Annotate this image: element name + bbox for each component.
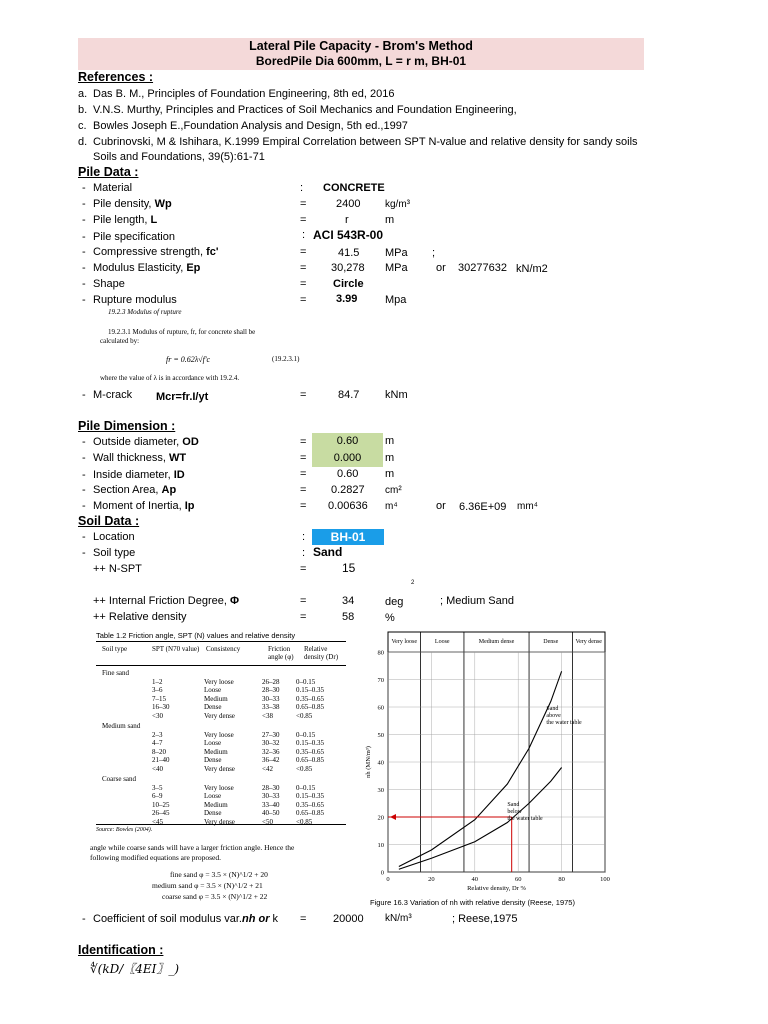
rupture-sep: = [300, 294, 307, 306]
chart-x-tick: 20 [428, 876, 435, 883]
spec-value: ACI 543R-00 [313, 228, 384, 242]
table12-cell: Medium [204, 694, 228, 703]
chart-x-tick: 80 [558, 876, 565, 883]
length-value: r [345, 214, 349, 226]
table12-cell: Very loose [204, 783, 234, 792]
table12-rule-bottom [96, 824, 346, 825]
chart-x-tick: 0 [386, 876, 390, 883]
soil-type-label: Soil type [93, 547, 136, 559]
chart-annotation-below: Sand below the water table [507, 802, 543, 822]
chart-reading-arrow [390, 814, 396, 820]
reference-label: b. [78, 104, 88, 116]
spec-sep: : [302, 229, 306, 241]
table12-cell: 3–5 [152, 783, 163, 792]
ep-alt-unit: kN/m2 [516, 263, 548, 275]
table12-cell: 0–0.15 [296, 677, 316, 686]
chart-x-tick: 40 [471, 876, 479, 883]
nspt-value: 15 [342, 561, 356, 575]
nh-sep: = [300, 913, 307, 925]
title-box [78, 38, 644, 70]
ip-label: Moment of Inertia, Ip [93, 500, 195, 512]
table12-cell: 28–30 [262, 783, 280, 792]
nh-chart [360, 626, 632, 908]
wt-label: Wall thickness, WT [93, 452, 187, 464]
table12-text2: following modified equations are proposed. [90, 853, 222, 862]
rupture-unit: Mpa [385, 294, 407, 306]
chart-y-tick: 80 [377, 649, 384, 657]
id-sep: = [300, 468, 307, 480]
table12-cell: <40 [152, 764, 163, 773]
table12-cell: 30–33 [262, 694, 280, 703]
table12-cell: 0–0.15 [296, 783, 316, 792]
table12-cell: Medium [204, 800, 228, 809]
table12-cell: Loose [204, 686, 222, 694]
reference-label: d. [78, 136, 88, 148]
table12-cell: 0.65–0.85 [296, 703, 324, 711]
pile-data-heading: Pile Data : [78, 165, 139, 179]
chart-y-tick: 50 [377, 732, 384, 739]
reference-text: V.N.S. Murthy, Principles and Practices of Soil Mechanics and Foundation Engineering, [93, 104, 517, 116]
dash: - [82, 531, 86, 543]
references-heading: References : [78, 70, 154, 84]
table12-header: Consistency [206, 645, 241, 653]
table12-eq1: fine sand φ = 3.5 × (N)^1/2 + 20 [170, 870, 268, 879]
mcrack-label: M-crack [93, 389, 133, 401]
dash: - [82, 389, 86, 401]
table12-eq3: coarse sand φ = 3.5 × (N)^1/2 + 22 [162, 892, 268, 901]
material-value: CONCRETE [323, 182, 385, 194]
chart-x-tick: 60 [514, 876, 522, 883]
table12-cell: 1–2 [152, 677, 163, 686]
reldens-unit: % [385, 612, 395, 624]
table12-cell: <42 [262, 764, 273, 773]
dash: - [82, 469, 86, 481]
density-label: Pile density, Wp [93, 198, 172, 210]
density-value: 2400 [336, 198, 361, 210]
dash: - [82, 262, 86, 274]
table12-cell: 8–20 [152, 747, 166, 756]
table12-cell: 7–15 [152, 694, 166, 703]
reference-d-continuation: Soils and Foundations, 39(5):61-71 [93, 151, 265, 163]
table12-cell: 0.35–0.65 [296, 747, 324, 756]
chart-band-label: Loose [434, 639, 450, 645]
reldens-label: ++ Relative density [93, 611, 187, 623]
chart-y-tick: 60 [377, 704, 384, 712]
location-select[interactable]: BH-01 [312, 529, 384, 545]
table12-rule-head [96, 665, 346, 666]
table12-cell: Very dense [204, 711, 235, 720]
table12-caption: Table 1.2 Friction angle, SPT (N) values and relative density [96, 631, 296, 640]
table12-cell: 33–40 [262, 800, 280, 809]
reldens-value: 58 [342, 611, 355, 623]
id-label: Inside diameter, ID [93, 469, 185, 481]
od-sep: = [300, 436, 307, 448]
ap-sep: = [300, 484, 307, 496]
nh-label: Coefficient of soil modulus var.nh or k [93, 913, 279, 925]
table12-header: SPT (N70 value) [152, 645, 200, 653]
table12-cell: 0.35–0.65 [296, 800, 324, 809]
ip-alt-unit: mm⁴ [517, 501, 538, 512]
dash: - [82, 246, 86, 258]
table12-cell: 4–7 [152, 739, 163, 747]
density-unit: kg/m³ [385, 199, 410, 210]
reference-text: Cubrinovski, M & Ishihara, K.1999 Empiral Correlation between SPT N-value and relative density for sandy soils [93, 136, 638, 148]
material-label: Material [93, 182, 133, 194]
mcrack-formula: Mcr=fr.I/yt [156, 391, 209, 403]
table12-cell: 0.15–0.35 [296, 792, 324, 800]
table12-text1: angle while coarse sands will have a larger friction angle. Hence the [90, 843, 295, 852]
table12-cell: 30–32 [262, 739, 280, 747]
chart-band-label: Very loose [391, 639, 418, 645]
table12-source: Source: Bowles (2004). [96, 827, 153, 833]
chart-x-label: Relative density, Dr % [467, 885, 526, 892]
ep-value: 30,278 [331, 262, 365, 274]
table12-cell: Very dense [204, 764, 235, 773]
dash: - [82, 547, 86, 559]
chart-band-label: Dense [543, 639, 559, 645]
table12-group: Coarse sand [102, 775, 137, 783]
chart-y-tick: 30 [377, 787, 384, 794]
od-label: Outside diameter, OD [93, 436, 199, 448]
location-label: Location [93, 531, 135, 543]
table12-cell: 26–45 [152, 809, 170, 817]
fc-unit: MPa [385, 247, 408, 259]
fc-label: Compressive strength, fc' [93, 246, 219, 258]
location-sep: : [302, 531, 306, 543]
table12-cell: 30–33 [262, 792, 280, 800]
table12-header: Relative density (Dr) [304, 645, 339, 661]
reference-label: c. [78, 120, 87, 132]
chart-y-tick: 10 [377, 842, 384, 849]
table12-cell: Very loose [204, 730, 234, 739]
od-input[interactable]: 0.60 [312, 433, 383, 450]
table12-cell: <0.85 [296, 711, 313, 720]
series-line-above-water [399, 671, 562, 866]
length-unit: m [385, 214, 395, 226]
table12-cell: 27–30 [262, 730, 280, 739]
table12-cell: 32–36 [262, 747, 280, 756]
table12-cell: 28–30 [262, 686, 280, 694]
material-sep: : [300, 182, 304, 194]
table12-cell: 2–3 [152, 730, 163, 739]
friction-unit: deg [385, 596, 404, 608]
mcrack-sep: = [300, 389, 307, 401]
table12-cell: 26–28 [262, 677, 280, 686]
table12-cell: 0–0.15 [296, 730, 316, 739]
table12-cell: <38 [262, 711, 273, 720]
nspt-label: ++ N-SPT [93, 563, 142, 575]
table12-cell: 21–40 [152, 756, 170, 764]
table12-cell: 16–30 [152, 703, 170, 711]
table12-clip [90, 628, 352, 902]
soil-type-value: Sand [313, 545, 343, 559]
wt-unit: m [385, 452, 395, 464]
chart-band-label: Very dense [575, 639, 602, 645]
dash: - [82, 436, 86, 448]
friction-sep: = [300, 595, 307, 607]
dash: - [82, 913, 86, 925]
rupture-value: 3.99 [336, 293, 358, 305]
table12-cell: Very dense [204, 817, 235, 826]
chart-annotation-above: Sand above the water table [546, 705, 582, 726]
dash: - [82, 214, 86, 226]
table12-cell: Dense [204, 756, 222, 764]
ip-unit: m⁴ [385, 501, 398, 512]
nh-note: ; Reese,1975 [452, 913, 518, 925]
shape-sep: = [300, 278, 307, 290]
table12-cell: Dense [204, 809, 222, 817]
ip-sep: = [300, 500, 307, 512]
table12-group: Medium sand [102, 722, 141, 730]
table12-group: Fine sand [102, 669, 130, 677]
stray-two: 2 [411, 580, 415, 586]
ip-value: 0.00636 [328, 500, 368, 512]
density-sep: = [300, 198, 307, 210]
reference-label: a. [78, 88, 88, 100]
chart-y-tick: 0 [380, 869, 384, 877]
aci-clip-formula: fr = 0.62λ√f'c [166, 355, 211, 364]
chart-y-tick: 70 [377, 677, 384, 684]
shape-label: Shape [93, 278, 125, 290]
table12-cell: Dense [204, 703, 222, 711]
aci-clip-ref: (19.2.3.1) [272, 355, 300, 363]
table12-cell: 0.65–0.85 [296, 756, 324, 764]
table12-header: Friction angle (φ) [268, 645, 294, 661]
length-label: Pile length, L [93, 214, 158, 226]
nh-value: 20000 [333, 913, 364, 925]
table12-cell: 3–6 [152, 686, 163, 694]
friction-label: ++ Internal Friction Degree, Φ [93, 595, 239, 607]
soil-type-sep: : [302, 547, 306, 559]
table12-cell: 0.15–0.35 [296, 686, 324, 694]
doc-title: Lateral Pile Capacity - Brom's Method [249, 39, 473, 53]
id-unit: m [385, 468, 395, 480]
table12-cell: 40–50 [262, 809, 280, 817]
table12-cell: 6–9 [152, 792, 163, 800]
table12-cell: 36–42 [262, 756, 280, 764]
table12-cell: <50 [262, 817, 273, 826]
dash: - [82, 231, 86, 243]
table12-header: Soil type [102, 645, 128, 653]
table12-rule-top [96, 641, 346, 642]
ep-sep: = [300, 262, 307, 274]
table12-cell: 0.65–0.85 [296, 809, 324, 817]
table12-cell: <45 [152, 817, 163, 826]
nspt-sep: = [300, 563, 307, 575]
table12-cell: <30 [152, 711, 163, 720]
table12-cell: 10–25 [152, 800, 170, 809]
reldens-sep: = [300, 611, 307, 623]
fc-sep: = [300, 246, 307, 258]
mcrack-value: 84.7 [338, 389, 360, 401]
wt-sep: = [300, 452, 307, 464]
ep-or: or [436, 262, 446, 274]
aci-clip-body1: 19.2.3.1 Modulus of rupture, fr, for concrete shall be [108, 328, 256, 336]
aci-clip-body2: calculated by: [100, 337, 140, 345]
reference-text: Bowles Joseph E.,Foundation Analysis and Design, 5th ed.,1997 [93, 120, 408, 132]
rupture-label: Rupture modulus [93, 294, 177, 306]
chart-y-tick: 40 [377, 759, 384, 767]
aci-clip-foot: where the value of λ is in accordance with 19.2.4. [100, 374, 240, 382]
table12-cell: Loose [204, 739, 222, 747]
table12-cell: Very loose [204, 677, 234, 686]
dash: - [82, 182, 86, 194]
dash: - [82, 198, 86, 210]
chart-band-label: Medium dense [478, 639, 515, 645]
table12-cell: 33–38 [262, 703, 280, 711]
fc-extra: ; [432, 247, 436, 259]
dash: - [82, 278, 86, 290]
wt-input[interactable]: 0.000 [312, 450, 383, 467]
ip-or: or [436, 500, 446, 512]
nh-unit: kN/m³ [385, 913, 412, 924]
mcrack-unit: kNm [385, 389, 408, 401]
chart-y-label: nh (MN/m³) [365, 746, 372, 778]
dash: - [82, 484, 86, 496]
doc-subtitle: BoredPile Dia 600mm, L = r m, BH-01 [255, 54, 467, 68]
ep-unit: MPa [385, 262, 408, 274]
identification-heading: Identification : [78, 943, 164, 957]
shape-value: Circle [333, 278, 364, 290]
table12-eq2: medium sand φ = 3.5 × (N)^1/2 + 21 [152, 881, 263, 890]
ap-unit: cm² [385, 485, 402, 496]
table12-cell: <0.85 [296, 764, 313, 773]
od-unit: m [385, 435, 395, 447]
aci-clip [96, 308, 311, 388]
chart-title: Figure 16.3 Variation of nh with relative density (Reese, 1975) [370, 898, 575, 907]
ip-alt: 6.36E+09 [459, 501, 507, 513]
dash: - [82, 294, 86, 306]
aci-clip-heading: 19.2.3 Modulus of rupture [108, 308, 182, 316]
soil-data-heading: Soil Data : [78, 514, 140, 528]
table12-cell: <0.85 [296, 817, 313, 826]
dash: - [82, 500, 86, 512]
ep-label: Modulus Elasticity, Ep [93, 262, 201, 274]
table12-cell: 0.15–0.35 [296, 739, 324, 747]
friction-value: 34 [342, 595, 355, 607]
length-sep: = [300, 214, 307, 226]
table12-cell: Medium [204, 747, 228, 756]
fc-value: 41.5 [338, 247, 360, 259]
spec-label: Pile specification [93, 231, 175, 243]
table12-cell: 0.35–0.65 [296, 694, 324, 703]
table12-cell: Loose [204, 792, 222, 800]
ep-alt: 30277632 [458, 262, 507, 274]
pile-dimension-heading: Pile Dimension : [78, 419, 176, 433]
reference-text: Das B. M., Principles of Foundation Engineering, 8th ed, 2016 [93, 88, 395, 100]
ap-value: 0.2827 [331, 484, 365, 496]
dash: - [82, 452, 86, 464]
id-value: 0.60 [337, 468, 359, 480]
chart-x-tick: 100 [600, 876, 610, 883]
chart-y-tick: 20 [377, 814, 384, 822]
ap-label: Section Area, Ap [93, 484, 177, 496]
identification-formula: ∜(kD/〖4EI〗_) [90, 962, 180, 976]
friction-note: ; Medium Sand [440, 595, 514, 607]
